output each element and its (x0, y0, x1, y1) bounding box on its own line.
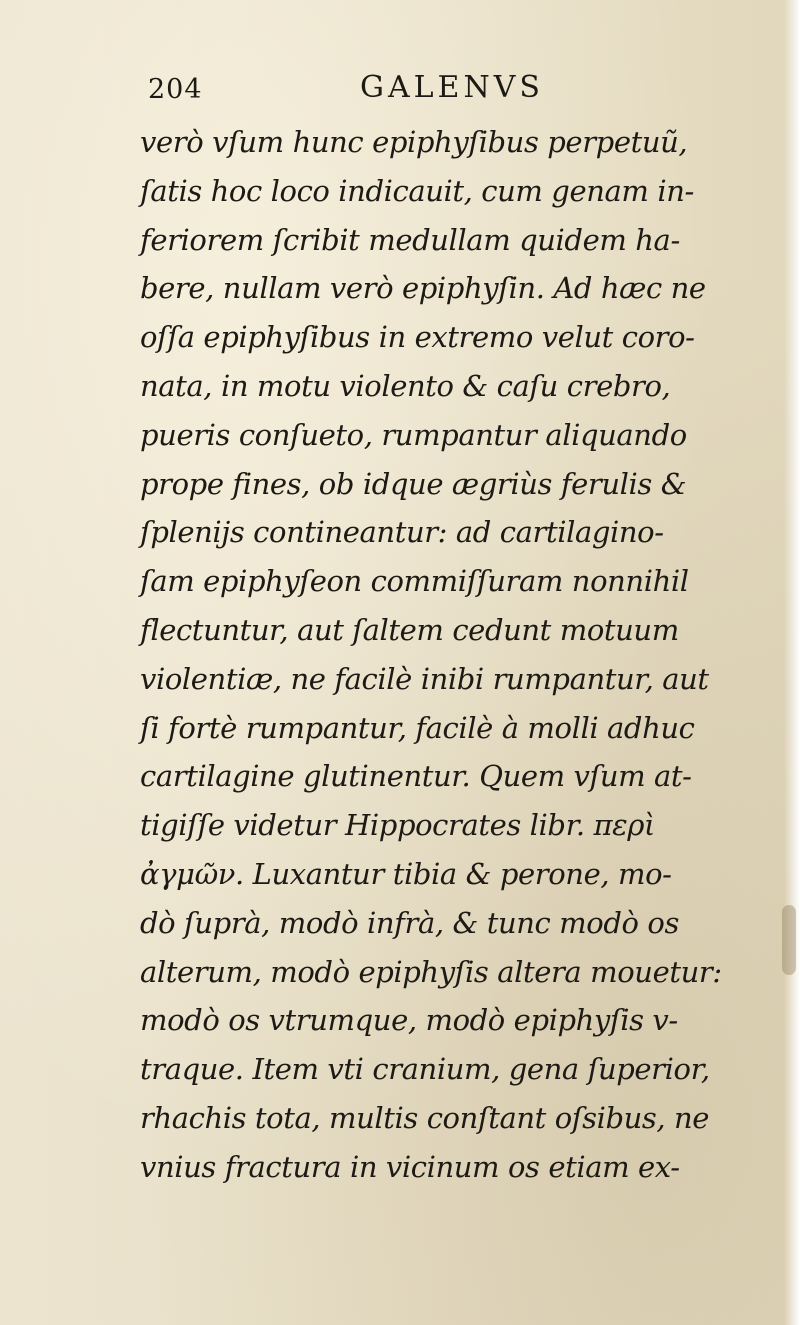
body-text (140, 118, 760, 1192)
text-line: pueris conſueto, rumpantur aliquando (140, 417, 687, 452)
text-line: bere, nullam verò epiphyſin. Ad hæc ne (140, 271, 706, 306)
text-line: ſplenijs contineantur: ad cartilagino- (140, 515, 664, 550)
text-line: alterum, modò epiphyſis altera mouetur: (140, 954, 722, 989)
text-line: rhachis tota, multis conſtant oſsibus, ne (140, 1100, 710, 1135)
page-edge (784, 0, 800, 1325)
page-stain (782, 905, 796, 975)
text-line: cartilagine glutinentur. Quem vſum at- (140, 759, 692, 794)
text-line: ſatis hoc loco indicauit, cum genam in- (140, 173, 694, 208)
text-line: ſam epiphyſeon commiſſuram nonnihil (140, 564, 689, 599)
text-line: flectuntur, aut ſaltem cedunt motuum (140, 612, 679, 647)
text-line: oſſa epiphyſibus in extremo velut coro- (140, 320, 695, 355)
text-line: tigiſſe videtur Hippocrates libr. περὶ (140, 808, 655, 843)
text-line: vnius fractura in vicinum os etiam ex- (140, 1149, 680, 1184)
running-head: GALENVS (360, 70, 544, 105)
page-header (148, 70, 748, 114)
text-line: violentiæ, ne facilè inibi rumpantur, aut (140, 661, 709, 696)
text-line: verò vſum hunc epiphyſibus perpetuũ, (140, 125, 688, 159)
text-line: ſi fortè rumpantur, facilè à molli adhuc (140, 710, 695, 745)
text-line: traque. Item vti cranium, gena ſuperior, (140, 1052, 710, 1087)
page-number: 204 (148, 74, 203, 105)
text-line: modò os vtrumque, modò epiphyſis v- (140, 1003, 678, 1038)
text-line: feriorem ſcribit medullam quidem ha- (140, 222, 680, 257)
text-line: dò ſuprà, modò infrà, & tunc modò os (140, 905, 679, 940)
text-line: prope fines, ob idque ægriùs ferulis & (140, 466, 687, 501)
text-line: ἀγμῶν. Luxantur tibia & perone, mo- (140, 856, 672, 891)
text-line: nata, in motu violento & caſu crebro, (140, 368, 671, 403)
